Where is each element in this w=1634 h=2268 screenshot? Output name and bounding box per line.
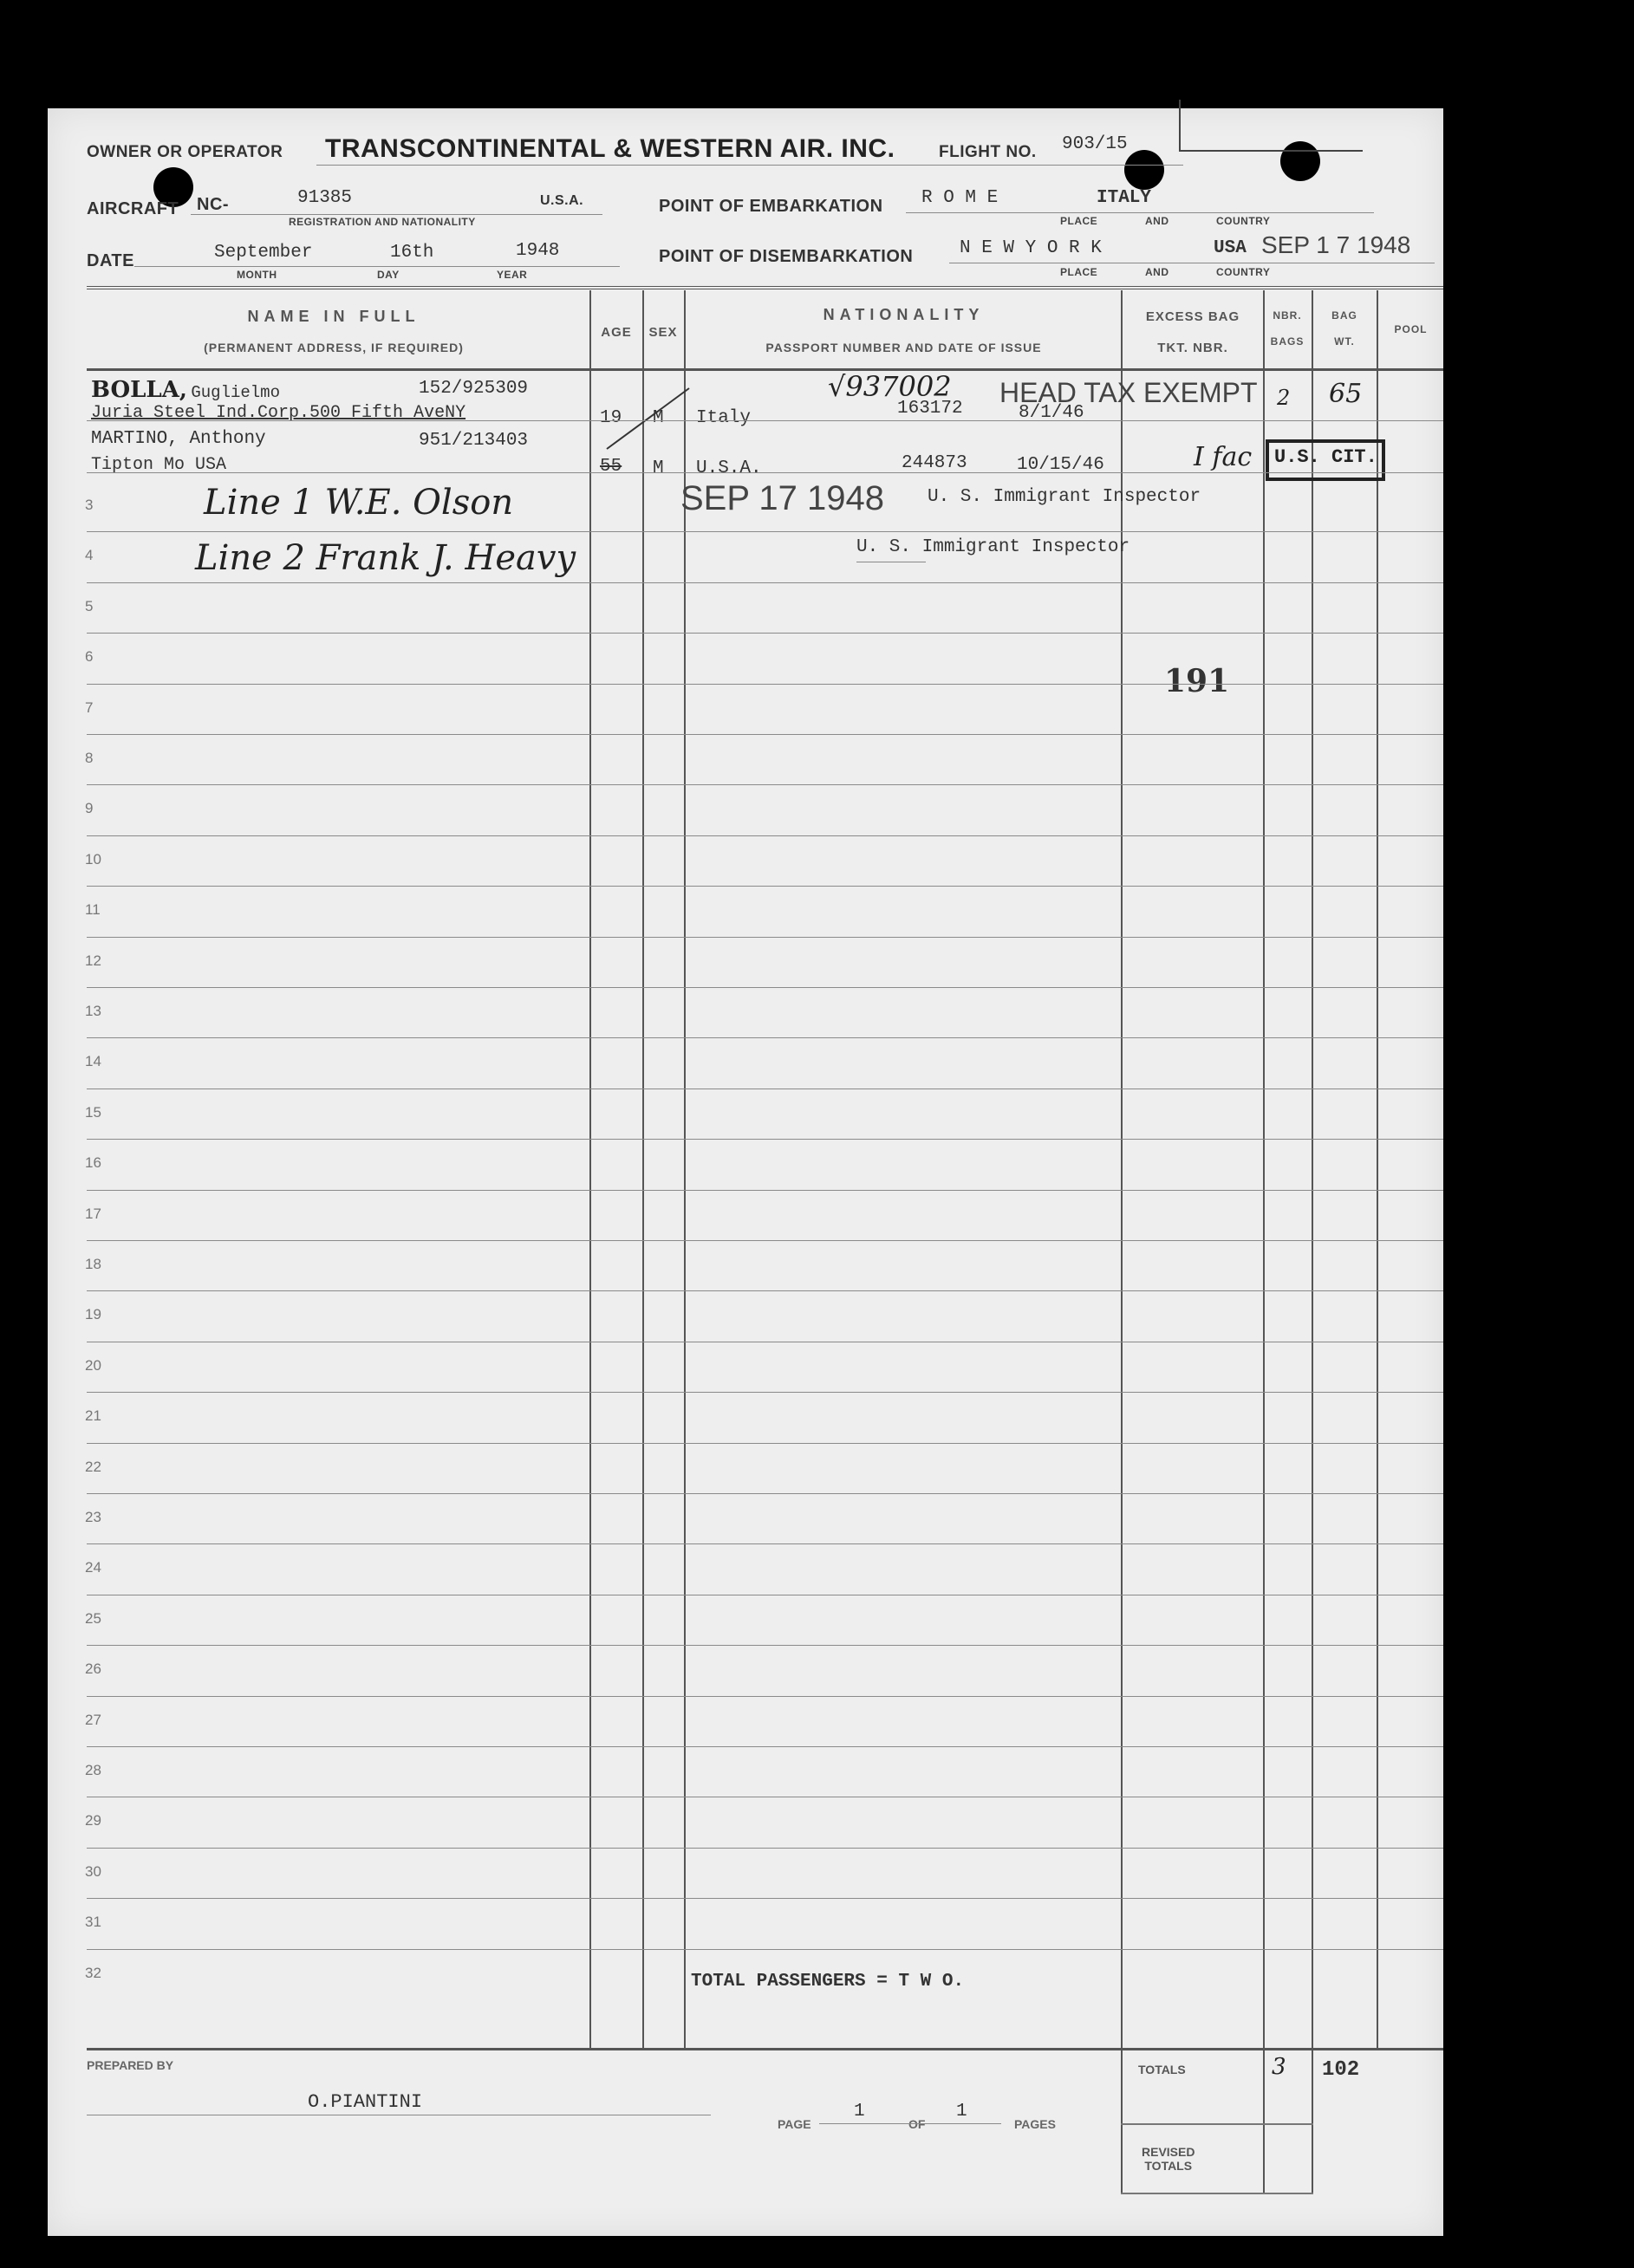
row-line xyxy=(87,1949,1443,1950)
embark-place: R O M E xyxy=(921,188,999,208)
signature-line-1: Line 1 W.E. Olson xyxy=(204,483,514,523)
row-number: 30 xyxy=(85,1862,101,1880)
row-number: 14 xyxy=(85,1053,101,1070)
row-line xyxy=(87,633,1443,634)
row-number: 9 xyxy=(85,800,94,817)
col-sex: SEX xyxy=(648,325,678,340)
of-label: OF xyxy=(908,2117,926,2131)
row-line xyxy=(87,784,1443,785)
passenger-1-age: 19 xyxy=(600,408,622,428)
owner-underline xyxy=(316,165,1183,166)
aircraft-number: 91385 xyxy=(297,188,353,208)
embark-label: POINT OF EMBARKATION xyxy=(659,197,883,216)
col-excess-title: EXCESS BAG xyxy=(1145,309,1240,324)
row-number: 23 xyxy=(85,1509,101,1525)
header-bottom-border xyxy=(87,368,1443,371)
row-number: 5 xyxy=(85,597,94,614)
passenger-2-sex: M xyxy=(653,458,664,478)
row-number: 15 xyxy=(85,1103,101,1121)
col-age-left xyxy=(589,290,591,2048)
row-line xyxy=(87,1443,1443,1444)
row-number: 4 xyxy=(85,547,94,564)
disembark-place-sub: PLACE xyxy=(1060,266,1098,278)
disembark-stamp: SEP 1 7 1948 xyxy=(1261,231,1411,258)
total-passengers: TOTAL PASSENGERS = T W O. xyxy=(691,1972,965,1992)
row-number: 31 xyxy=(85,1914,101,1931)
row-line xyxy=(87,1645,1443,1646)
bag-weight-total: 102 xyxy=(1322,2058,1360,2082)
row-line xyxy=(87,937,1443,938)
embark-place-sub: PLACE xyxy=(1060,215,1098,227)
passenger-1-address: Juria Steel Ind.Corp.500 Fifth AveNY xyxy=(91,403,466,423)
passenger-2-issue: 10/15/46 xyxy=(1017,455,1104,475)
totals-bottom xyxy=(1121,2193,1313,2194)
row-line xyxy=(87,1696,1443,1697)
passenger-2-passport: 244873 xyxy=(902,453,967,473)
row-number: 18 xyxy=(85,1256,101,1272)
aircraft-underline xyxy=(191,214,602,215)
col-nbr-left xyxy=(1263,290,1265,2193)
flight-value: 903/15 xyxy=(1062,134,1128,154)
row-number: 17 xyxy=(85,1205,101,1222)
row-number: 27 xyxy=(85,1711,101,1728)
row-number: 19 xyxy=(85,1306,101,1323)
col-nationality-sub: PASSPORT NUMBER AND DATE OF ISSUE xyxy=(765,341,1042,354)
passenger-2-age: 55 xyxy=(600,457,622,477)
row-line xyxy=(87,1139,1443,1140)
disembark-country-sub: COUNTRY xyxy=(1216,266,1271,278)
owner-label: OWNER OR OPERATOR xyxy=(87,143,283,161)
row-line xyxy=(87,835,1443,836)
passenger-1-name xyxy=(91,377,280,403)
prepared-label: PREPARED BY xyxy=(87,2058,174,2072)
row-number: 16 xyxy=(85,1154,101,1172)
row-line xyxy=(87,582,1443,583)
day-sub: DAY xyxy=(377,269,400,281)
row-line xyxy=(87,1037,1443,1038)
date-underline xyxy=(134,266,620,267)
passenger-1-given: Guglielmo xyxy=(191,383,280,402)
passenger-2-stamp: U.S. CIT. xyxy=(1274,446,1377,468)
row-line xyxy=(87,1493,1443,1494)
aircraft-prefix: NC- xyxy=(197,195,230,214)
embark-country: ITALY xyxy=(1097,188,1152,208)
page-value: 1 xyxy=(854,2102,865,2122)
row-number: 21 xyxy=(85,1407,101,1425)
revised-totals-label: REVISED TOTALS xyxy=(1142,2145,1195,2173)
row-number: 8 xyxy=(85,750,94,766)
col-excess-left xyxy=(1121,290,1123,2193)
pages-label: PAGES xyxy=(1014,2117,1056,2131)
col-age: AGE xyxy=(601,325,632,340)
registration-sub: REGISTRATION AND NATIONALITY xyxy=(289,216,476,228)
row-line xyxy=(87,1543,1443,1544)
row-number: 11 xyxy=(85,901,101,919)
age-slash-mark xyxy=(602,384,698,453)
passenger-1-sex: M xyxy=(653,408,664,428)
row-line xyxy=(87,886,1443,887)
row-number: 32 xyxy=(85,1964,101,1981)
table-top-border xyxy=(87,286,1443,289)
passenger-2-given: Anthony xyxy=(189,429,266,449)
embark-underline xyxy=(906,212,1374,213)
col-nationality-title: NATIONALITY xyxy=(823,306,985,323)
col-nbr-1: NBR. xyxy=(1273,309,1302,322)
row-line xyxy=(87,1190,1443,1191)
row-number: 25 xyxy=(85,1609,101,1627)
row-number: 12 xyxy=(85,952,101,969)
passenger-1-handwritten-number: √937002 xyxy=(828,370,952,403)
row-number: 22 xyxy=(85,1458,101,1475)
pages-value: 1 xyxy=(956,2102,967,2122)
disembark-country: USA xyxy=(1214,238,1247,258)
row-line xyxy=(87,987,1443,988)
flight-label: FLIGHT NO. xyxy=(939,143,1037,161)
owner-value: TRANSCONTINENTAL & WESTERN AIR. INC. xyxy=(325,134,895,163)
signature-line-2: Line 2 Frank J. Heavy xyxy=(195,538,576,578)
aircraft-country: U.S.A. xyxy=(540,193,584,208)
passenger-1-bags: 2 xyxy=(1277,386,1291,410)
row-line xyxy=(87,684,1443,685)
col-name-title: NAME IN FULL xyxy=(247,308,420,325)
row-number: 26 xyxy=(85,1660,101,1678)
passenger-1-bag-weight: 65 xyxy=(1329,379,1363,409)
totals-label: TOTALS xyxy=(1138,2063,1186,2076)
disembark-and-sub: AND xyxy=(1145,266,1169,278)
month-sub: MONTH xyxy=(237,269,277,281)
col-wt-2: WT. xyxy=(1334,335,1355,348)
page-number-stamp: 191 xyxy=(1164,663,1230,699)
row-line xyxy=(87,420,1443,421)
passenger-1-passport: 163172 xyxy=(897,399,963,419)
passenger-2-stamp-box xyxy=(1266,439,1385,481)
passenger-2-ticket: 951/213403 xyxy=(419,431,529,451)
row-line xyxy=(87,472,1443,473)
row-line xyxy=(87,1240,1443,1241)
col-nat-left xyxy=(684,290,686,2048)
row-line xyxy=(87,1392,1443,1393)
inspector-1: U. S. Immigrant Inspector xyxy=(928,487,1201,507)
row-line xyxy=(87,531,1443,532)
row-line xyxy=(87,1746,1443,1747)
row-number: 6 xyxy=(85,648,94,666)
passenger-1-surname: BOLLA, xyxy=(91,377,187,403)
prepared-value: O.PIANTINI xyxy=(308,2091,423,2113)
year-sub: YEAR xyxy=(497,269,528,281)
date-stamp: SEP 17 1948 xyxy=(680,479,885,517)
row-number: 28 xyxy=(85,1762,101,1778)
passenger-1-nationality: Italy xyxy=(696,408,752,428)
punch-hole-mid xyxy=(1124,150,1164,190)
nbr-bags-total: 3 xyxy=(1272,2054,1286,2080)
col-wt-left xyxy=(1312,290,1313,2193)
passenger-1-ticket: 152/925309 xyxy=(419,379,529,399)
date-day: 16th xyxy=(390,243,434,263)
inspector-2: U. S. Immigrant Inspector xyxy=(856,537,1130,557)
manifest-sheet xyxy=(48,108,1443,2236)
passenger-2-surname: MARTINO, xyxy=(91,429,179,449)
row-number: 29 xyxy=(85,1812,101,1829)
disembark-label: POINT OF DISEMBARKATION xyxy=(659,247,914,266)
page-underline xyxy=(819,2123,1001,2124)
row-line xyxy=(87,734,1443,735)
embark-country-sub: COUNTRY xyxy=(1216,215,1271,227)
passenger-1-issue: 8/1/46 xyxy=(1019,403,1084,423)
col-name-sub: (PERMANENT ADDRESS, IF REQUIRED) xyxy=(204,341,464,354)
row-number: 3 xyxy=(85,497,94,513)
row-number: 24 xyxy=(85,1559,101,1576)
passenger-2-nationality: U.S.A. xyxy=(696,458,762,478)
col-pool-left xyxy=(1377,290,1378,2048)
table-bottom-border xyxy=(87,2048,1443,2050)
aircraft-label: AIRCRAFT xyxy=(87,199,179,218)
date-year: 1948 xyxy=(516,241,560,261)
top-right-box xyxy=(1179,100,1363,152)
row-number: 13 xyxy=(85,1003,101,1019)
embark-and-sub: AND xyxy=(1145,215,1169,227)
col-pool: POOL xyxy=(1394,323,1428,335)
disembark-place: N E W Y O R K xyxy=(960,238,1102,258)
date-month: September xyxy=(214,243,313,263)
passenger-2-address: Tipton Mo USA xyxy=(91,455,227,475)
passenger-2-handwritten-mark: I fac xyxy=(1194,442,1253,472)
date-label: DATE xyxy=(87,251,134,270)
row-line xyxy=(87,1848,1443,1849)
page-label: PAGE xyxy=(778,2117,811,2131)
col-wt-1: BAG xyxy=(1331,309,1357,322)
totals-divider xyxy=(1121,2123,1313,2125)
col-excess-sub: TKT. NBR. xyxy=(1157,341,1228,355)
passenger-1-head-tax: HEAD TAX EXEMPT xyxy=(999,377,1258,408)
row-line xyxy=(87,1290,1443,1291)
col-nbr-2: BAGS xyxy=(1270,335,1305,348)
row-number: 7 xyxy=(85,699,94,716)
col-sex-left xyxy=(642,290,644,2048)
row-number: 10 xyxy=(85,850,101,868)
row-line xyxy=(87,1898,1443,1899)
row-number: 20 xyxy=(85,1356,101,1374)
passenger-2-name xyxy=(91,429,266,449)
